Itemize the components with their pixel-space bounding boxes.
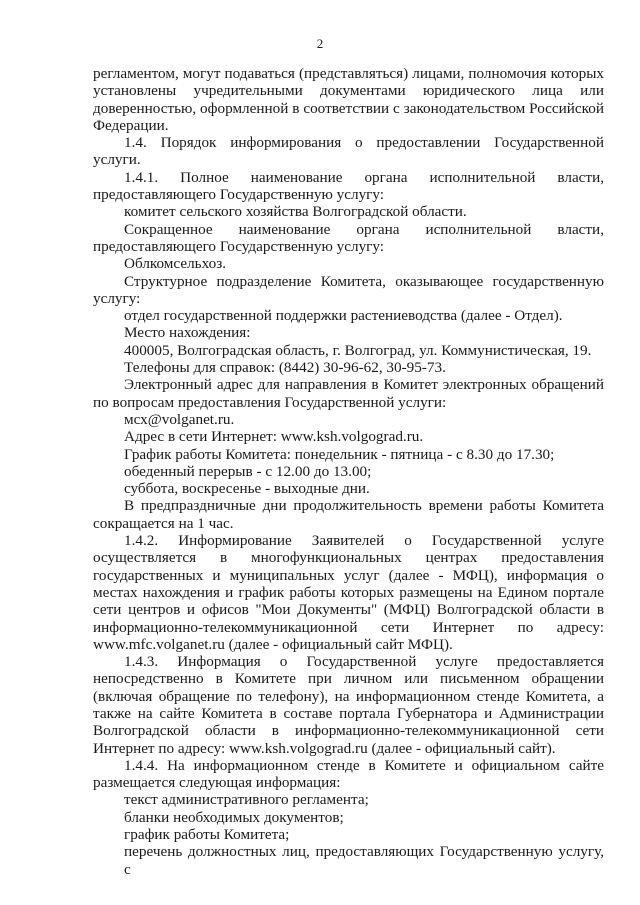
page-number: 2	[316, 36, 324, 51]
paragraph-email: мсх@volganet.ru.	[124, 410, 235, 428]
heading-1-4-informing-procedure: 1.4. Порядок информирования о предоставлении Государственной услуги.	[93, 134, 604, 169]
paragraph-1-4-2-mfc: 1.4.2. Информирование Заявителей о Государственной услуге осуществляется в многофункциональных центрах предоставления государственных и муниципальных услуг (далее - МФЦ), информация о местах нахождения и график работы которых размещены на Едином портале сети центров и офисов "Мои Документы" (МФЦ) Волгоградской области в информационно-телекоммуникационной сети Интернет по адресу: www.mfc.volganet.ru (далее - официальный сайт МФЦ).	[93, 532, 604, 653]
list-item-regulation-text: текст административного регламента;	[124, 791, 369, 809]
paragraph-weekend: суббота, воскресенье - выходные дни.	[124, 480, 370, 498]
paragraph-regulation-continuation: регламентом, могут подаваться (представляться) лицами, полномочия которых установлены учредительными документами юридического лица или доверенностью, оформленной в соответствии с законодательством Российской Федерации.	[93, 65, 604, 134]
paragraph-1-4-3-information: 1.4.3. Информация о Государственной услуге предоставляется непосредственно в Комитете при личном или письменном обращении (включая обращение по телефону), на информационном стенде Комитета, а также на сайте Комитета в составе портала Губернатора и Администрации Волгоградской области в информационно-телекоммуникационной сети Интернет по адресу: www.ksh.volgograd.ru (далее - официальный сайт).	[93, 653, 604, 757]
document-body	[93, 65, 604, 878]
paragraph-1-4-1-full-name: 1.4.1. Полное наименование органа исполнительной власти, предоставляющего Государственную услугу:	[93, 168, 604, 204]
paragraph-work-schedule: График работы Комитета: понедельник - пятница - с 8.30 до 17.30;	[124, 445, 555, 463]
paragraph-committee-full-name: комитет сельского хозяйства Волгоградской области.	[124, 203, 467, 221]
list-item-schedule: график работы Комитета;	[124, 826, 290, 844]
list-item-forms: бланки необходимых документов;	[124, 808, 344, 826]
paragraph-structural-unit-name: отдел государственной поддержки растениеводства (далее - Отдел).	[124, 307, 563, 325]
list-item-officials: перечень должностных лиц, предоставляющих Государственную услугу, с	[124, 843, 604, 878]
paragraph-short-name-label: Сокращенное наименование органа исполнительной власти, предоставляющего Государственную услугу:	[93, 220, 604, 255]
paragraph-website: Адрес в сети Интернет: www.ksh.volgograd.ru.	[124, 428, 424, 446]
paragraph-1-4-4-stand: 1.4.4. На информационном стенде в Комитете и официальном сайте размещается следующая информация:	[93, 756, 604, 792]
paragraph-address: 400005, Волгоградская область, г. Волгоград, ул. Коммунистическая, 19.	[124, 341, 592, 359]
paragraph-lunch-break: обеденный перерыв - с 12.00 до 13.00;	[124, 462, 372, 480]
paragraph-location-label: Место нахождения:	[124, 324, 251, 342]
paragraph-phones: Телефоны для справок: (8442) 30-96-62, 30-95-73.	[124, 359, 446, 377]
paragraph-email-label: Электронный адрес для направления в Комитет электронных обращений по вопросам предоставления Государственной услуги:	[93, 376, 604, 411]
paragraph-pre-holiday: В предпраздничные дни продолжительность времени работы Комитета сокращается на 1 час.	[93, 497, 604, 532]
paragraph-structural-unit-label: Структурное подразделение Комитета, оказывающее государственную услугу:	[93, 272, 604, 307]
paragraph-committee-short-name: Облкомсельхоз.	[124, 255, 226, 273]
